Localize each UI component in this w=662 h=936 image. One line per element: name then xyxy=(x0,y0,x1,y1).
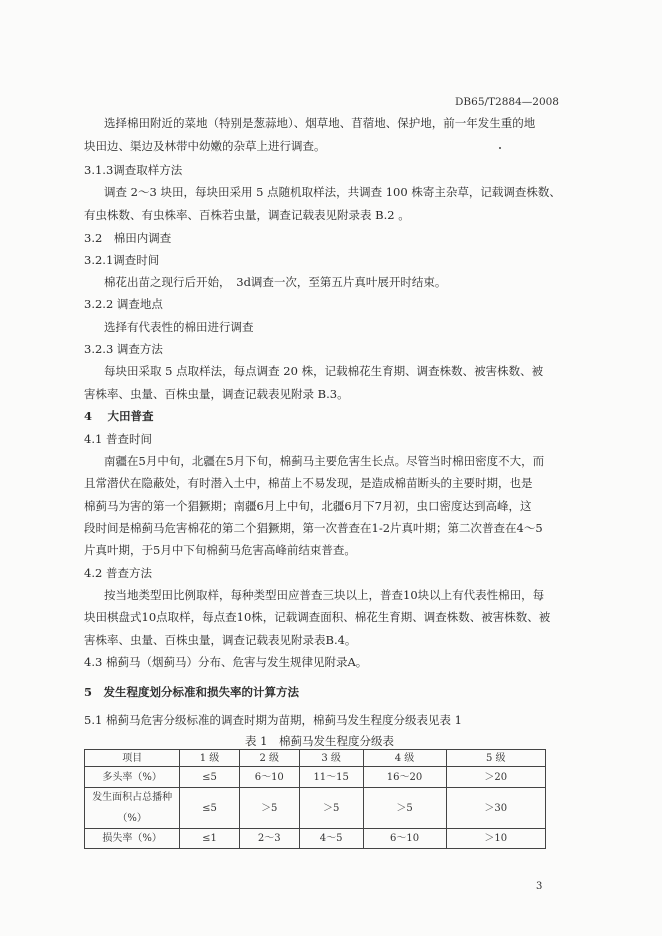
paragraph-line: 选择棉田附近的菜地（特别是葱蒜地）、烟草地、苜蓿地、保护地，前一年发生重的地 xyxy=(104,116,536,130)
table-caption: 表 1 棉蓟马发生程度分级表 xyxy=(245,734,394,748)
table-row xyxy=(85,767,546,788)
row-label xyxy=(85,788,180,829)
paragraph-line: 棉花出苗之现行后开始， 3d调查一次，至第五片真叶展开时结束。 xyxy=(104,275,447,289)
section-heading: 5 发生程度划分标准和损失率的计算方法 xyxy=(84,685,299,699)
section-heading: 3.1.3调查取样方法 xyxy=(84,163,183,177)
table-cell: ＞20 xyxy=(446,767,545,788)
table-cell: ＞30 xyxy=(446,788,545,829)
section-heading: 4 大田普查 xyxy=(84,409,154,423)
document-id: DB65/T2884—2008 xyxy=(455,96,559,108)
table-header-cell: 2 级 xyxy=(239,750,299,767)
table-cell: 6～10 xyxy=(363,829,446,849)
section-heading: 3.2.1调查时间 xyxy=(84,253,160,267)
section-heading: 3.2.2 调查地点 xyxy=(84,297,163,311)
paragraph-line: 按当地类型田比例取样，每种类型田应普查三块以上，普查10块以上有代表性棉田，每 xyxy=(104,588,545,602)
table-header-cell: 1 级 xyxy=(180,750,239,767)
section-heading: 3.2 棉田内调查 xyxy=(84,231,172,245)
table-header-cell: 项目 xyxy=(85,750,180,767)
paragraph-line: 段时间是棉蓟马危害棉花的第二个猖獗期，第一次普查在1-2片真叶期；第二次普查在4～5 xyxy=(84,521,543,535)
grading-table xyxy=(84,749,546,849)
section-heading: 4.2 普查方法 xyxy=(84,566,152,580)
table-cell: 4～5 xyxy=(299,829,363,849)
paragraph-line: 5.1 棉蓟马危害分级标准的调查时期为苗期，棉蓟马发生程度分级表见表 1 xyxy=(84,713,462,727)
section-heading: 4.1 普查时间 xyxy=(84,432,152,446)
table-header-row xyxy=(85,750,546,767)
table-cell: ≤5 xyxy=(180,788,239,829)
row-label: 多头率（%） xyxy=(85,767,180,788)
table-cell: ≤5 xyxy=(180,767,239,788)
paragraph-line: 片真叶期，于5月中下旬棉蓟马危害高峰前结束普查。 xyxy=(84,543,356,557)
table-cell: 2～3 xyxy=(239,829,299,849)
table-row xyxy=(85,829,546,849)
paragraph-line: 4.3 棉蓟马（烟蓟马）分布、危害与发生规律见附录A。 xyxy=(84,655,368,669)
paragraph-line: 南疆在5月中旬，北疆在5月下旬，棉蓟马主要危害生长点。尽管当时棉田密度不大，而 xyxy=(104,454,545,468)
paragraph-line: 害株率、虫量、百株虫量，调查记载表见附录 B.3。 xyxy=(84,387,349,401)
table-cell: ＞10 xyxy=(446,829,545,849)
paragraph-line: 害株率、虫量、百株虫量，调查记载表见附录表B.4。 xyxy=(84,633,357,647)
paragraph-line: 调查 2～3 块田，每块田采用 5 点随机取样法，共调查 100 株寄主杂草，记载调查株数、 xyxy=(104,185,561,199)
table-header-cell: 3 级 xyxy=(299,750,363,767)
table-cell: ＞5 xyxy=(239,788,299,829)
table-cell: ＞5 xyxy=(363,788,446,829)
row-label-line: 发生面积占总播种 xyxy=(92,792,173,803)
table-cell: ≤1 xyxy=(180,829,239,849)
page-number: 3 xyxy=(536,881,543,892)
table-header-cell: 4 级 xyxy=(363,750,446,767)
table-header-cell: 5 级 xyxy=(446,750,545,767)
table-cell: 11～15 xyxy=(299,767,363,788)
paragraph-line: 块田棋盘式10点取样，每点查10株，记载调查面积、棉花生育期、调查株数、被害株数、被 xyxy=(84,610,551,624)
section-heading: 3.2.3 调查方法 xyxy=(84,342,163,356)
paragraph-line: 且常潜伏在隐蔽处，有时潜入土中，棉苗上不易发现，是造成棉苗断头的主要时期，也是 xyxy=(84,476,533,490)
paragraph-line: 选择有代表性的棉田进行调查 xyxy=(104,320,254,334)
table-cell: 6～10 xyxy=(239,767,299,788)
paragraph-line: 块田边、渠边及林带中幼嫩的杂草上进行调查。 xyxy=(84,139,326,153)
table-cell: ＞5 xyxy=(299,788,363,829)
table-row xyxy=(85,788,546,829)
paragraph-line: 每块田采取 5 点取样法，每点调查 20 株，记载棉花生育期、调查株数、被害株数、被 xyxy=(104,364,544,378)
table-cell: 16～20 xyxy=(363,767,446,788)
stray-mark xyxy=(499,147,501,149)
paragraph-line: 有虫株数、有虫株率、百株若虫量，调查记载表见附录表 B.2 。 xyxy=(84,208,410,222)
row-label: 损失率（%） xyxy=(85,829,180,849)
paragraph-line: 棉蓟马为害的第一个猖獗期；南疆6月上中旬，北疆6月下7月初，虫口密度达到高峰，这 xyxy=(84,499,532,513)
row-label-line: （%） xyxy=(117,813,147,824)
